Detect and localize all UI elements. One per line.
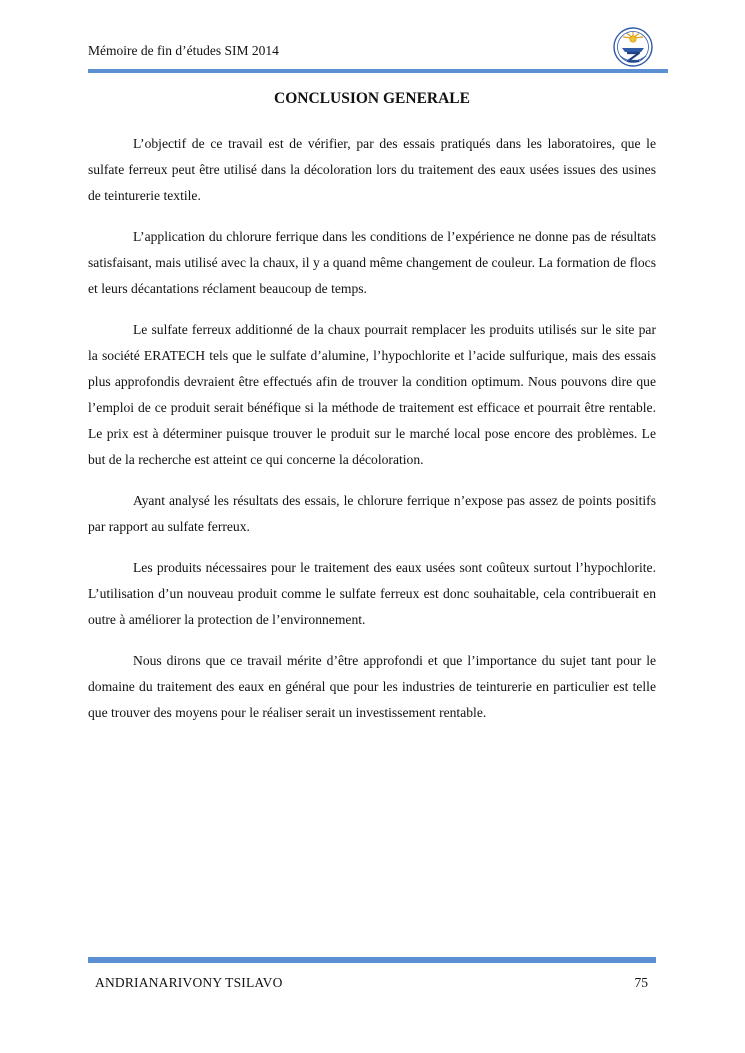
page-number: 75 xyxy=(634,975,648,990)
running-header-title: Mémoire de fin d’études SIM 2014 xyxy=(88,43,279,58)
page-title: CONCLUSION GENERALE xyxy=(274,90,470,107)
body-text xyxy=(88,131,656,741)
paragraph-5: Les produits nécessaires pour le traitement des eaux usées sont coûteux surtout l’hypochlorite. L’utilisation d’un nouveau produit comme le sulfate ferreux est donc souhaitable, cela contribuerait en outre à améliorer la protection de l’environnement. xyxy=(88,560,656,627)
paragraph-2: L’application du chlorure ferrique dans les conditions de l’expérience ne donne pas de résultats satisfaisant, mais utilisé avec la chaux, il y a quand même changement de couleur. La formation de flocs et leurs décantations réclament beaucoup de temps. xyxy=(88,229,656,296)
paragraph-1: L’objectif de ce travail est de vérifier, par des essais pratiqués dans les laboratoires, que le sulfate ferreux peut être utilisé dans la décoloration lors du traitement des eaux usées issues des usines de teinturerie textile. xyxy=(88,136,656,203)
footer-author: ANDRIANARIVONY TSILAVO xyxy=(95,975,283,990)
header-divider xyxy=(88,69,668,73)
paragraph-4: Ayant analysé les résultats des essais, le chlorure ferrique n’expose pas assez de points positifs par rapport au sulfate ferreux. xyxy=(88,493,656,534)
footer-divider xyxy=(88,957,656,963)
paragraph-3: Le sulfate ferreux additionné de la chaux pourrait remplacer les produits utilisés sur le site par la société ERATECH tels que le sulfate d’alumine, l’hypochlorite et l’acide sulfurique, mais des essais plus approfondis devraient être effectués afin de trouver la condition optimum. Nous pouvons dire que l’emploi de ce produit serait bénéfique si la méthode de traitement est efficace et pourrait être rentable. Le prix est à déterminer puisque trouver le produit sur le marché local pose encore des problèmes. Le but de la recherche est atteint ce qui concerne la décoloration. xyxy=(88,322,656,467)
paragraph-6: Nous dirons que ce travail mérite d’être approfondi et que l’importance du sujet tant pour le domaine du traitement des eaux en général que pour les industries de teinturerie en particulier est telle que trouver des moyens pour le réaliser serait un investissement rentable. xyxy=(88,653,656,720)
university-emblem-icon xyxy=(612,26,654,68)
